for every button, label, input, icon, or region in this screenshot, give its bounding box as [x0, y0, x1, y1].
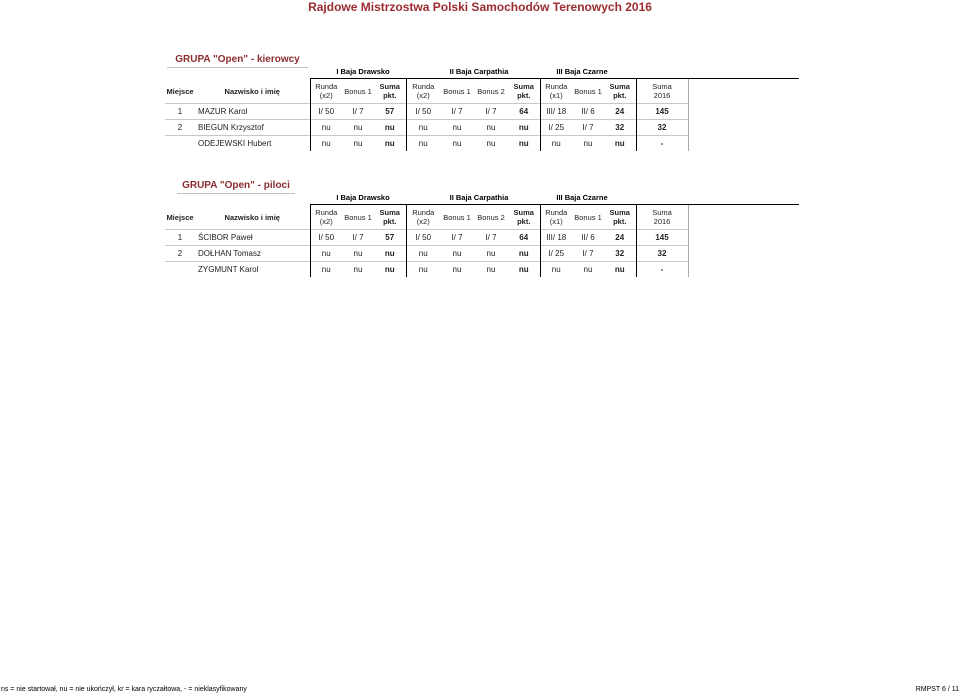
cell-e3-bonus: I/ 7: [572, 246, 604, 262]
header-line-2: pkt.: [517, 91, 531, 100]
cell-e1-run: I/ 50: [310, 104, 342, 120]
header-line-1: Suma: [652, 208, 672, 217]
col-e1-bonus: Bonus 1: [344, 212, 372, 222]
cell-place: [165, 262, 195, 278]
event-heading: II Baja Carpathia: [449, 193, 509, 202]
results-table: [165, 205, 689, 277]
cell-e2-bonus2: nu: [474, 246, 508, 262]
col-e2-bonus2: Bonus 2: [477, 212, 505, 222]
col-e1-sum: [374, 79, 406, 104]
header-line-1: Runda: [412, 82, 435, 91]
cell-e1-sum: 57: [374, 104, 406, 120]
header-line-1: Runda: [545, 82, 568, 91]
cell-e3-bonus: nu: [572, 262, 604, 278]
header-line-1: Runda: [315, 82, 338, 91]
cell-e1-sum: nu: [374, 246, 406, 262]
col-e2-bonus2: Bonus 2: [477, 86, 505, 96]
cell-e1-bonus: I/ 7: [342, 104, 374, 120]
cell-e2-bonus2: nu: [474, 120, 508, 136]
cell-e3-run: III/ 18: [540, 230, 572, 246]
col-e2-sum: [508, 205, 540, 230]
col-e1-sum: [374, 205, 406, 230]
col-e2-run: [406, 79, 440, 104]
cell-e2-bonus1: nu: [440, 136, 474, 152]
cell-e1-sum: nu: [374, 136, 406, 152]
cell-total: 145: [636, 104, 688, 120]
cell-e2-run: I/ 50: [406, 230, 440, 246]
cell-total: 32: [636, 246, 688, 262]
group-section: [165, 52, 800, 152]
header-row: [165, 79, 688, 104]
header-line-2: pkt.: [517, 217, 531, 226]
cell-name: ODEJEWSKI Hubert: [195, 136, 310, 152]
header-line-2: (x2): [416, 91, 430, 100]
footer-page-number: RMPST 6 / 11: [915, 686, 959, 693]
cell-name: ŚCIBOR Paweł: [195, 230, 310, 246]
cell-e1-bonus: nu: [342, 120, 374, 136]
col-e1-run: [310, 79, 342, 104]
header-line-1: Suma: [513, 82, 534, 91]
col-e3-run: [540, 79, 572, 104]
cell-e1-bonus: nu: [342, 136, 374, 152]
cell-place: 1: [165, 230, 195, 246]
cell-e3-sum: nu: [604, 136, 636, 152]
header-line-1: Suma: [379, 82, 400, 91]
header-line-2: pkt.: [383, 91, 397, 100]
cell-e3-run: III/ 18: [540, 104, 572, 120]
results-table: [165, 79, 689, 151]
header-line-1: Runda: [545, 208, 568, 217]
event-heading: III Baja Czarne: [556, 67, 608, 76]
header-line-2: (x2): [416, 217, 430, 226]
cell-e3-sum: 24: [604, 104, 636, 120]
cell-e3-bonus: I/ 7: [572, 120, 604, 136]
cell-e1-run: nu: [310, 262, 342, 278]
col-e2-run: [406, 205, 440, 230]
table-row: [165, 120, 688, 136]
col-e3-bonus: Bonus 1: [574, 212, 602, 222]
cell-e1-run: nu: [310, 120, 342, 136]
cell-total: 145: [636, 230, 688, 246]
header-line-1: Suma: [652, 82, 672, 91]
cell-e3-bonus: II/ 6: [572, 104, 604, 120]
header-line-1: Suma: [609, 208, 630, 217]
event-heading: III Baja Czarne: [556, 193, 608, 202]
cell-e2-bonus1: I/ 7: [440, 230, 474, 246]
group-title: GRUPA "Open" - kierowcy: [167, 52, 308, 68]
cell-e2-sum: nu: [508, 246, 540, 262]
cell-e3-sum: nu: [604, 262, 636, 278]
header-line-2: 2016: [653, 91, 671, 100]
cell-e1-sum: nu: [374, 120, 406, 136]
col-e3-sum: [604, 205, 636, 230]
cell-e1-run: I/ 50: [310, 230, 342, 246]
footer-legend: ns = nie startował, nu = nie ukończył, kr = kara ryczałtowa, - = nieklasyfikowany: [1, 686, 247, 693]
header-line-1: Suma: [379, 208, 400, 217]
cell-e2-run: nu: [406, 246, 440, 262]
cell-e3-bonus: nu: [572, 136, 604, 152]
header-line-2: (x1): [549, 91, 563, 100]
cell-total: -: [636, 262, 688, 278]
table-row: [165, 104, 688, 120]
header-line-2: (x2): [319, 91, 333, 100]
col-place: Miejsce: [166, 212, 194, 222]
cell-e3-bonus: II/ 6: [572, 230, 604, 246]
cell-e2-sum: nu: [508, 120, 540, 136]
cell-e2-sum: nu: [508, 136, 540, 152]
cell-e2-sum: 64: [508, 230, 540, 246]
cell-e2-run: nu: [406, 120, 440, 136]
cell-e2-run: nu: [406, 262, 440, 278]
cell-e2-bonus2: I/ 7: [474, 104, 508, 120]
header-line-2: pkt.: [613, 217, 627, 226]
cell-e2-run: I/ 50: [406, 104, 440, 120]
cell-e2-run: nu: [406, 136, 440, 152]
col-e2-bonus1: Bonus 1: [443, 212, 471, 222]
cell-e2-sum: 64: [508, 104, 540, 120]
cell-name: MAZUR Karol: [195, 104, 310, 120]
cell-e1-run: nu: [310, 136, 342, 152]
col-total: [636, 205, 688, 230]
col-e3-bonus: Bonus 1: [574, 86, 602, 96]
table-row: [165, 136, 688, 152]
cell-name: ZYGMUNT Karol: [195, 262, 310, 278]
cell-e2-sum: nu: [508, 262, 540, 278]
cell-e1-sum: 57: [374, 230, 406, 246]
col-e1-bonus: Bonus 1: [344, 86, 372, 96]
cell-e2-bonus1: I/ 7: [440, 104, 474, 120]
header-row: [165, 205, 688, 230]
cell-place: [165, 136, 195, 152]
header-line-1: Runda: [412, 208, 435, 217]
col-e2-sum: [508, 79, 540, 104]
cell-e3-sum: 24: [604, 230, 636, 246]
event-heading: I Baja Drawsko: [336, 67, 390, 76]
cell-e1-bonus: nu: [342, 262, 374, 278]
cell-e3-run: nu: [540, 136, 572, 152]
header-line-2: 2016: [653, 217, 671, 226]
event-heading: II Baja Carpathia: [449, 67, 509, 76]
cell-name: DOŁHAN Tomasz: [195, 246, 310, 262]
group-section: [165, 178, 800, 278]
cell-place: 2: [165, 120, 195, 136]
table-row: [165, 230, 688, 246]
header-line-2: pkt.: [613, 91, 627, 100]
cell-e1-bonus: I/ 7: [342, 230, 374, 246]
header-line-2: (x2): [319, 217, 333, 226]
cell-place: 1: [165, 104, 195, 120]
cell-e2-bonus1: nu: [440, 120, 474, 136]
cell-name: BIEGUN Krzysztof: [195, 120, 310, 136]
cell-e3-run: I/ 25: [540, 120, 572, 136]
header-line-2: pkt.: [383, 217, 397, 226]
col-name: Nazwisko i imię: [224, 212, 280, 222]
page-title: Rajdowe Mistrzostwa Polski Samochodów Terenowych 2016: [308, 0, 652, 14]
group-title: GRUPA "Open" - piloci: [177, 178, 295, 194]
col-e2-bonus1: Bonus 1: [443, 86, 471, 96]
col-e3-run: [540, 205, 572, 230]
cell-e1-bonus: nu: [342, 246, 374, 262]
event-heading: I Baja Drawsko: [336, 193, 390, 202]
col-e3-sum: [604, 79, 636, 104]
cell-e2-bonus2: nu: [474, 262, 508, 278]
col-total: [636, 79, 688, 104]
header-line-2: (x1): [549, 217, 563, 226]
cell-e2-bonus2: nu: [474, 136, 508, 152]
cell-e2-bonus2: I/ 7: [474, 230, 508, 246]
cell-total: 32: [636, 120, 688, 136]
header-line-1: Suma: [513, 208, 534, 217]
cell-e3-run: nu: [540, 262, 572, 278]
header-line-1: Suma: [609, 82, 630, 91]
cell-e3-sum: 32: [604, 246, 636, 262]
table-row: [165, 262, 688, 278]
cell-total: -: [636, 136, 688, 152]
table-row: [165, 246, 688, 262]
cell-e3-sum: 32: [604, 120, 636, 136]
cell-e1-sum: nu: [374, 262, 406, 278]
cell-e3-run: I/ 25: [540, 246, 572, 262]
cell-e2-bonus1: nu: [440, 262, 474, 278]
col-place: Miejsce: [166, 86, 194, 96]
col-e1-run: [310, 205, 342, 230]
header-line-1: Runda: [315, 208, 338, 217]
col-name: Nazwisko i imię: [224, 86, 280, 96]
cell-e2-bonus1: nu: [440, 246, 474, 262]
cell-e1-run: nu: [310, 246, 342, 262]
cell-place: 2: [165, 246, 195, 262]
